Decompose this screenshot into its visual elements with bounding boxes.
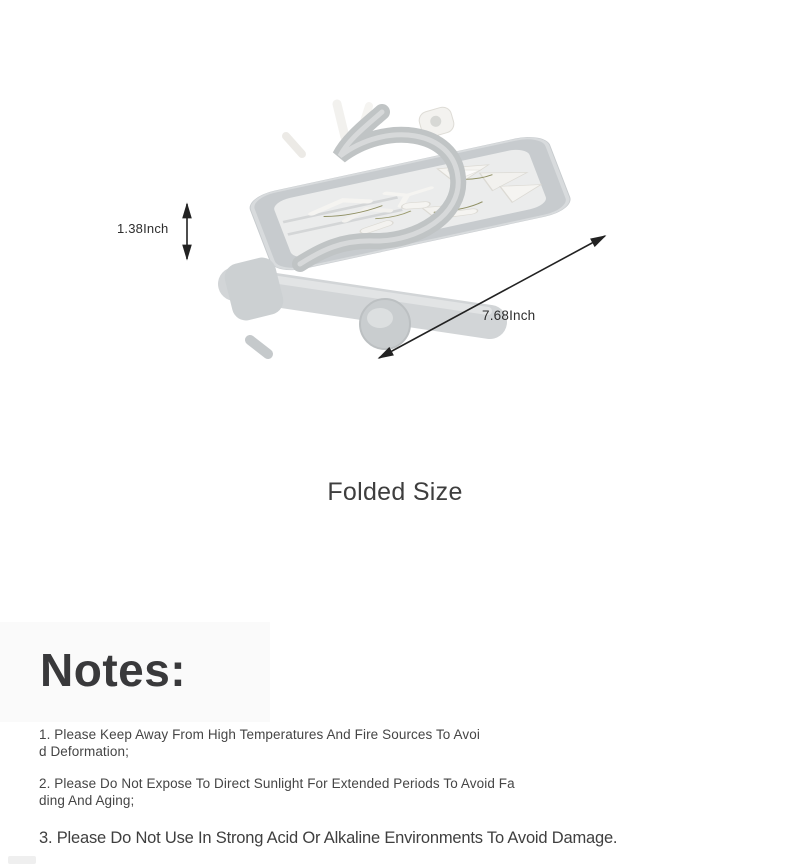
note-line: 3. Please Do Not Use In Strong Acid Or Alkaline Environments To Avoid Damage.	[39, 829, 618, 847]
notes-heading: Notes:	[40, 644, 187, 696]
note-line: 1. Please Keep Away From High Temperatures And Fire Sources To Avoi	[39, 727, 480, 742]
note-item-3	[39, 829, 617, 848]
width-dimension-label: 7.68Inch	[482, 308, 536, 323]
note-line: ding And Aging;	[39, 792, 135, 808]
corner-smudge	[8, 856, 36, 864]
note-line: 2. Please Do Not Expose To Direct Sunlight For Extended Periods To Avoid Fa	[39, 776, 515, 791]
figure-caption: Folded Size	[327, 478, 463, 506]
note-line: d Deformation;	[39, 743, 129, 759]
note-item-2	[39, 776, 515, 809]
height-dimension-label: 1.38Inch	[117, 221, 169, 236]
width-dimension-arrow	[379, 236, 605, 358]
note-item-1	[39, 727, 480, 760]
